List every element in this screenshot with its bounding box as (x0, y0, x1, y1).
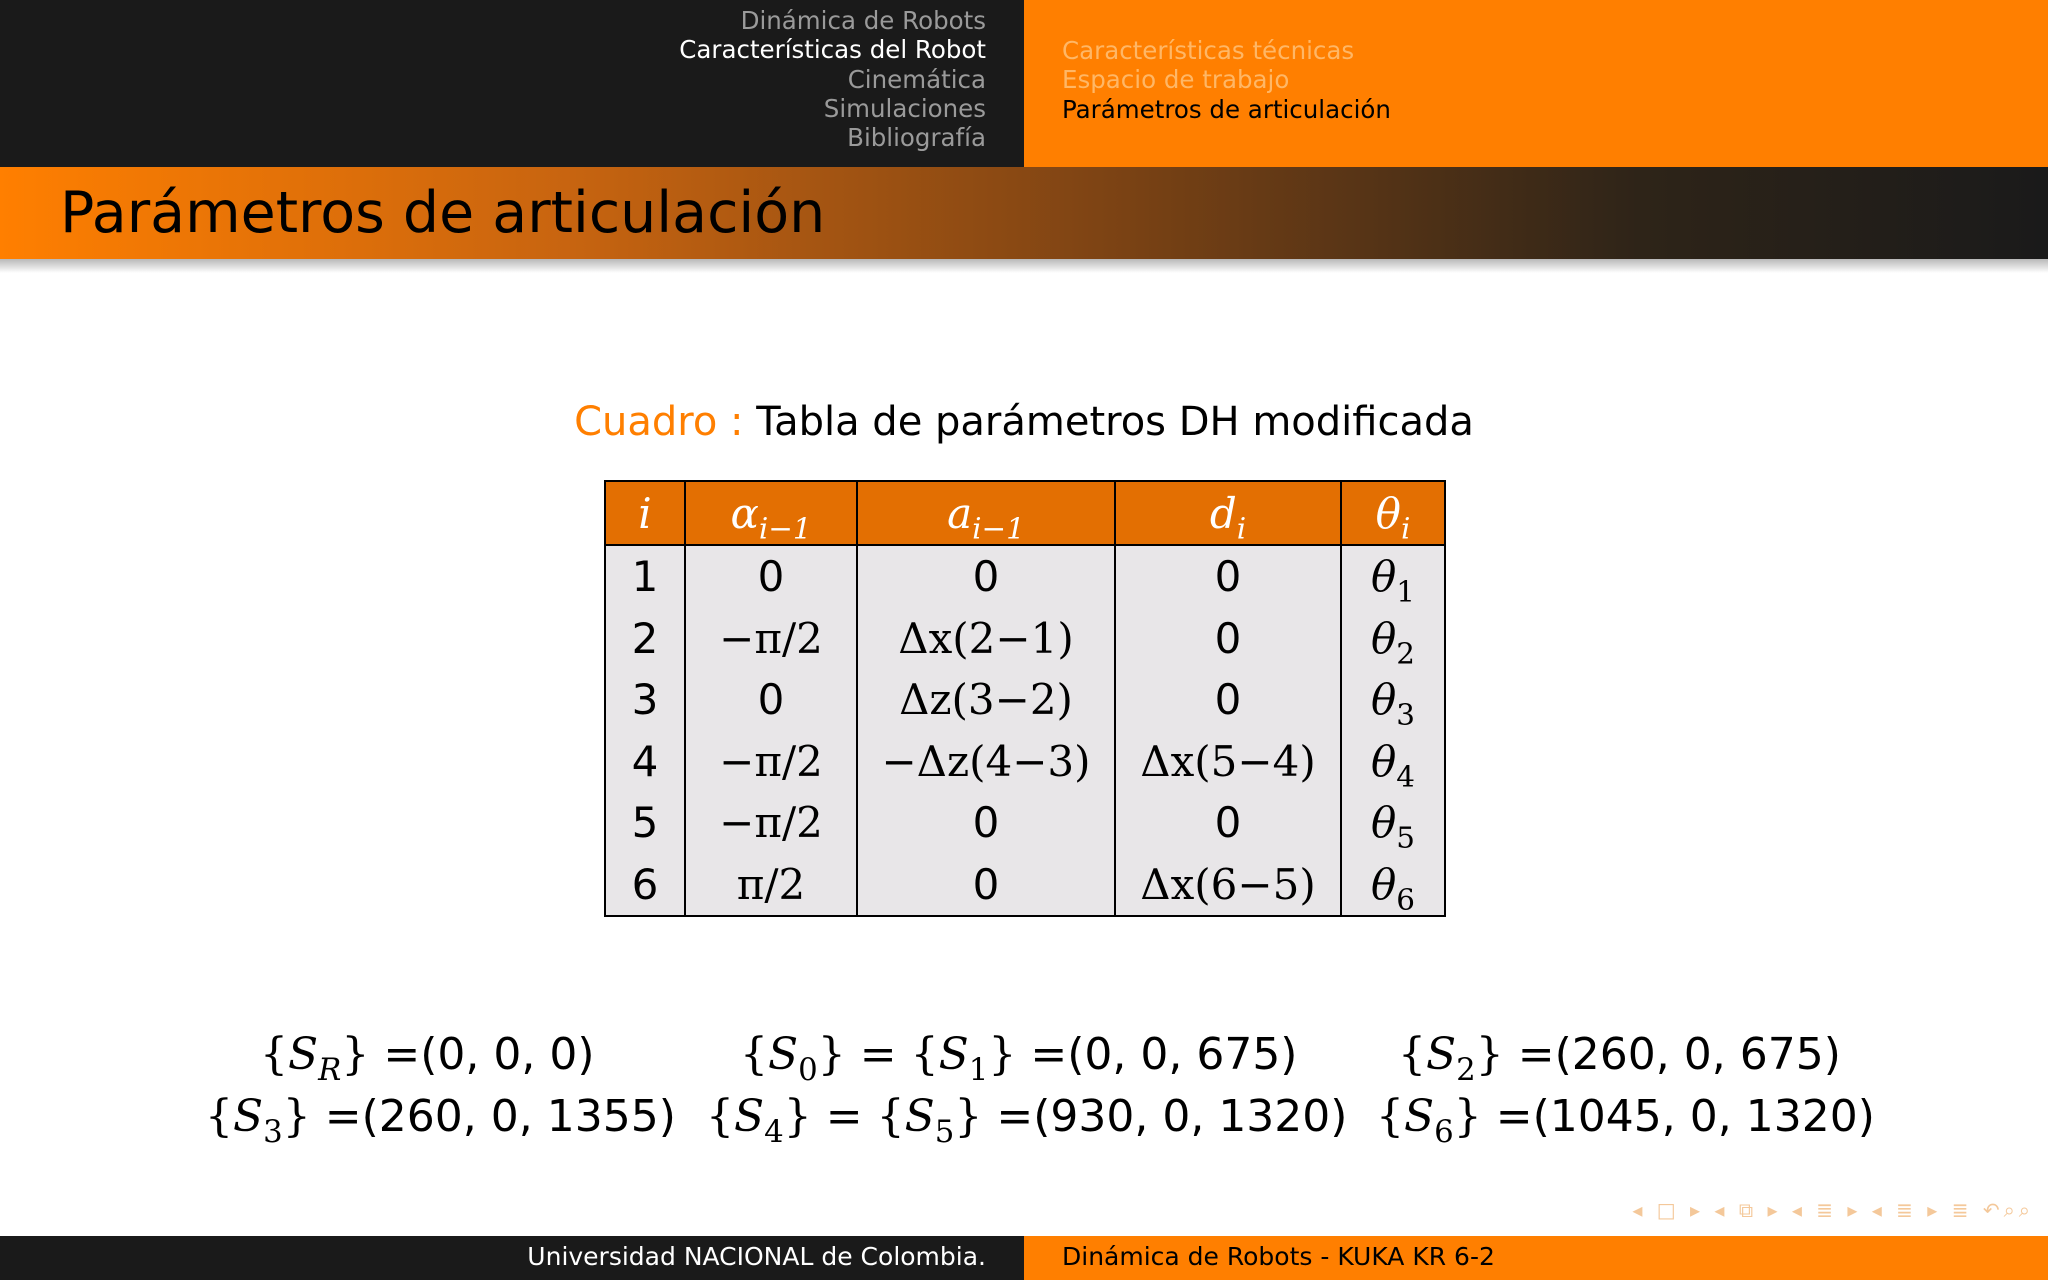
header-subsections-panel (1024, 0, 2048, 167)
cell-a: Δx(2−1) (857, 608, 1115, 670)
cell-a: 0 (857, 545, 1115, 608)
nav-section-icon[interactable]: ◂ ≣ ▸ (1791, 1198, 1862, 1222)
header-d: $d_i$ (1115, 481, 1341, 545)
cell-alpha: −π/2 (685, 731, 857, 793)
cell-a: −Δz(4−3) (857, 731, 1115, 793)
caption-text: Tabla de parámetros DH modificada (756, 399, 1474, 445)
cell-i: 4 (605, 731, 685, 793)
table-row (605, 854, 1445, 917)
cell-d: 0 (1115, 792, 1341, 854)
table-row (605, 731, 1445, 793)
nav-frame-icon[interactable]: ◂ □ ▸ (1632, 1198, 1705, 1222)
frame-title: Parámetros de articulación (60, 180, 826, 246)
frame-S2: $\{S_2\} =(260$, 0, 675) (1398, 1029, 1841, 1088)
section-link-caracteristicas[interactable]: Características del Robot (679, 35, 986, 65)
cell-alpha: 0 (685, 669, 857, 731)
cell-i: 2 (605, 608, 685, 670)
table-row (605, 669, 1445, 731)
cell-theta: $\theta_6$ (1341, 854, 1445, 917)
nav-back-search-icon[interactable]: ↶⌕⌕ (1982, 1198, 2034, 1222)
footer-course: Dinámica de Robots - KUKA KR 6-2 (1062, 1242, 1495, 1271)
cell-d: 0 (1115, 669, 1341, 731)
frame-title-shadow (0, 259, 2048, 273)
cell-d: 0 (1115, 608, 1341, 670)
cell-theta: $\theta_4$ (1341, 731, 1445, 793)
table-row (605, 792, 1445, 854)
cell-theta: $\theta_2$ (1341, 608, 1445, 670)
cell-alpha: −π/2 (685, 608, 857, 670)
cell-theta: $\theta_1$ (1341, 545, 1445, 608)
table-caption (0, 394, 2048, 450)
frame-S0-S1: $\{S_0\} = \{S_1\} =(0$, 0, 675) (740, 1029, 1298, 1088)
subsection-link-tecnicas[interactable]: Características técnicas (1062, 36, 1355, 65)
frame-S6: $\{S_6\} =(1045$, 0, 1320) (1376, 1091, 1875, 1150)
frame-origins (0, 1024, 2048, 1148)
table-header-row (605, 481, 1445, 545)
subsection-link-parametros[interactable]: Parámetros de articulación (1062, 94, 1391, 124)
cell-d: Δx(6−5) (1115, 854, 1341, 917)
cell-theta: $\theta_5$ (1341, 792, 1445, 854)
section-link-simulaciones[interactable]: Simulaciones (823, 93, 986, 123)
frame-row (0, 1086, 2048, 1148)
nav-document-icon[interactable]: ◂ ≣ ▸ (1871, 1198, 1942, 1222)
header-alpha: $\alpha_{i-1}$ (685, 481, 857, 545)
cell-alpha: π/2 (685, 854, 857, 917)
cell-d: 0 (1115, 545, 1341, 608)
subsection-nav (1062, 36, 1391, 124)
table-row (605, 608, 1445, 670)
cell-a: Δz(3−2) (857, 669, 1115, 731)
nav-subsection-icon[interactable]: ◂ ⧉ ▸ (1714, 1198, 1782, 1222)
header-theta: $\theta_i$ (1341, 481, 1445, 545)
caption-label: Cuadro : (574, 399, 744, 445)
cell-theta: $\theta_3$ (1341, 669, 1445, 731)
cell-i: 5 (605, 792, 685, 854)
cell-a: 0 (857, 792, 1115, 854)
section-link-dinamica[interactable]: Dinámica de Robots (740, 6, 986, 35)
cell-i: 6 (605, 854, 685, 917)
section-nav (679, 6, 986, 152)
frame-S4-S5: $\{S_4\} = \{S_5\} =(930$, 0, 1320) (706, 1091, 1348, 1150)
cell-d: Δx(5−4) (1115, 731, 1341, 793)
section-link-cinematica[interactable]: Cinemática (847, 64, 986, 94)
frame-SR: $\{S_R\} =(0$, 0, 0) (260, 1029, 595, 1088)
cell-alpha: 0 (685, 545, 857, 608)
table-row (605, 545, 1445, 608)
nav-outline-icon[interactable]: ≣ (1951, 1198, 1973, 1222)
frame-row (0, 1024, 2048, 1086)
cell-i: 3 (605, 669, 685, 731)
frame-title-bar (0, 167, 2048, 259)
header-a: $a_{i-1}$ (857, 481, 1115, 545)
subsection-link-espacio[interactable]: Espacio de trabajo (1062, 65, 1290, 95)
section-link-bibliografia[interactable]: Bibliografía (847, 123, 986, 153)
cell-i: 1 (605, 545, 685, 608)
cell-alpha: −π/2 (685, 792, 857, 854)
cell-a: 0 (857, 854, 1115, 917)
header-sections-panel (0, 0, 1024, 167)
header-i: i (605, 481, 685, 545)
frame-S3: $\{S_3\} =(260$, 0, 1355) (205, 1091, 676, 1150)
footer-left (0, 1236, 1024, 1280)
footer-institution: Universidad NACIONAL de Colombia. (527, 1242, 986, 1271)
footer-right (1024, 1236, 2048, 1280)
dh-parameter-table (604, 480, 1446, 917)
beamer-nav-symbols (1632, 1198, 2034, 1222)
